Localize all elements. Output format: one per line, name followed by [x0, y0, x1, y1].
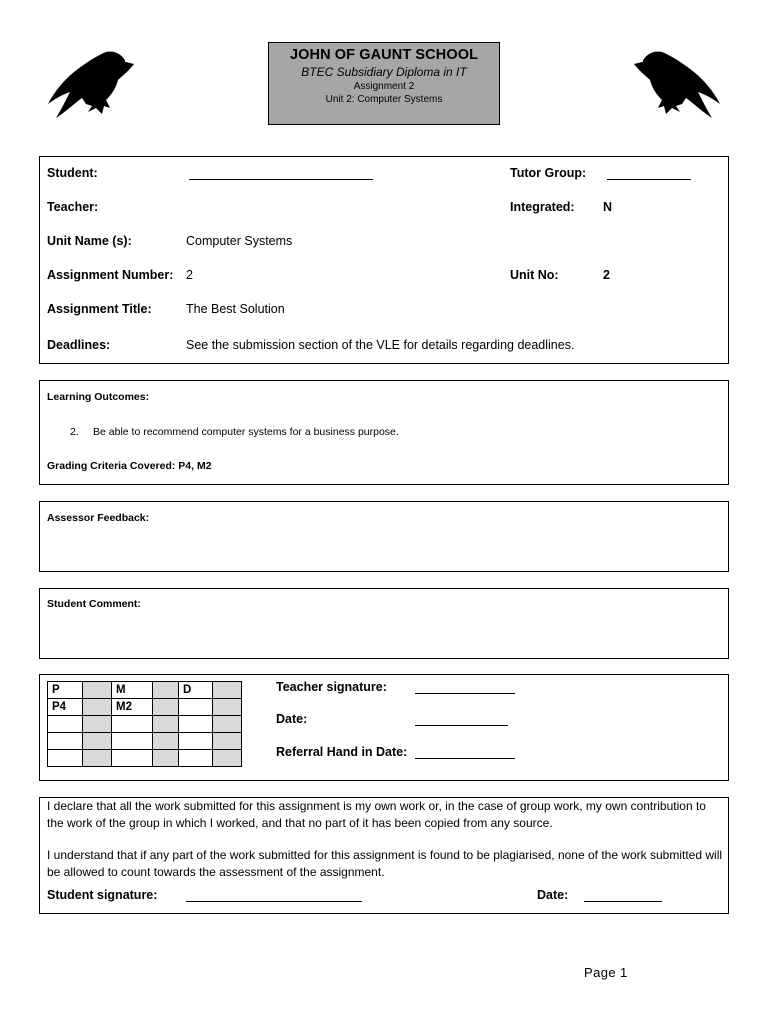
grade-cell [83, 733, 112, 750]
grade-cell [179, 750, 213, 767]
referral-date-line[interactable] [415, 758, 515, 759]
falcon-logo-right [630, 42, 722, 124]
grade-table [47, 681, 242, 767]
student-label: Student: [47, 166, 98, 180]
grade-cell [112, 716, 153, 733]
unit-label: Unit 2: Computer Systems [325, 94, 443, 105]
school-header [268, 42, 500, 125]
grade-cell [48, 733, 83, 750]
grade-cell [83, 750, 112, 767]
details-box [39, 156, 729, 364]
grade-cell [213, 699, 242, 716]
deadlines-label: Deadlines: [47, 338, 111, 352]
grading-criteria-label: Grading Criteria Covered: P4, M2 [47, 460, 212, 472]
declaration-paragraph-2: I understand that if any part of the work submitted for this assignment is found to be plagiarised, none of the work submitted will be allowed to count towards the assessment of the assignment. [47, 848, 723, 879]
grade-cell: D [179, 682, 213, 699]
declaration-paragraph-1: I declare that all the work submitted for this assignment is my own work or, in the case of group work, my own contribution to the work of the group in which I worked, and that no part of it has been copied from any source. [47, 799, 706, 830]
grade-cell [83, 682, 112, 699]
grade-cell [112, 733, 153, 750]
outcome-text: Be able to recommend computer systems for a business purpose. [93, 426, 399, 438]
grade-cell [213, 750, 242, 767]
grade-cell [48, 716, 83, 733]
grade-cell [153, 750, 179, 767]
grade-cell [213, 682, 242, 699]
tutor-group-label: Tutor Group: [510, 166, 587, 180]
learning-outcomes-label: Learning Outcomes: [47, 391, 150, 403]
grade-cell [179, 733, 213, 750]
student-date-line[interactable] [584, 901, 662, 902]
integrated-value: N [603, 200, 613, 214]
student-name-line[interactable] [189, 179, 373, 180]
grade-cell [112, 750, 153, 767]
grade-row [48, 699, 242, 716]
student-comment-label: Student Comment: [47, 598, 141, 610]
referral-date-label: Referral Hand in Date: [276, 745, 408, 759]
student-signature-label: Student signature: [47, 888, 158, 902]
grade-row [48, 733, 242, 750]
falcon-logo-left [46, 42, 138, 124]
teacher-label: Teacher: [47, 200, 99, 214]
deadlines-value: See the submission section of the VLE for details regarding deadlines. [186, 338, 575, 352]
grade-header-row [48, 682, 242, 699]
unit-no-label: Unit No: [510, 268, 559, 282]
tutor-group-line[interactable] [607, 179, 691, 180]
unit-name-label: Unit Name (s): [47, 234, 132, 248]
outcome-number: 2. [70, 426, 79, 438]
course-name: BTEC Subsidiary Diploma in IT [301, 65, 467, 79]
student-signature-line[interactable] [186, 901, 362, 902]
grade-cell [153, 699, 179, 716]
assignment-label: Assignment 2 [353, 81, 415, 92]
grade-cell [179, 716, 213, 733]
assignment-number-value: 2 [186, 268, 193, 282]
grade-cell [83, 716, 112, 733]
grade-cell [48, 750, 83, 767]
teacher-date-line[interactable] [415, 725, 508, 726]
unit-name-value: Computer Systems [186, 234, 293, 248]
integrated-label: Integrated: [510, 200, 575, 214]
page-number: Page 1 [584, 965, 628, 980]
teacher-signature-label: Teacher signature: [276, 680, 387, 694]
grade-cell [153, 733, 179, 750]
teacher-date-label: Date: [276, 712, 308, 726]
teacher-signature-line[interactable] [415, 693, 515, 694]
grade-cell: M [112, 682, 153, 699]
grade-cell: P4 [48, 699, 83, 716]
student-comment-box[interactable] [39, 588, 729, 659]
assessor-feedback-label: Assessor Feedback: [47, 512, 150, 524]
grade-row [48, 716, 242, 733]
assignment-number-label: Assignment Number: [47, 268, 174, 282]
grade-cell [153, 716, 179, 733]
unit-no-value: 2 [603, 268, 610, 282]
school-name: JOHN OF GAUNT SCHOOL [289, 47, 479, 63]
grade-cell [179, 699, 213, 716]
assignment-title-label: Assignment Title: [47, 302, 152, 316]
grade-cell [213, 733, 242, 750]
student-date-label: Date: [537, 888, 569, 902]
grade-cell [213, 716, 242, 733]
assignment-title-value: The Best Solution [186, 302, 285, 316]
grade-cell: M2 [112, 699, 153, 716]
grade-cell [83, 699, 112, 716]
grade-cell: P [48, 682, 83, 699]
grade-row [48, 750, 242, 767]
grade-cell [153, 682, 179, 699]
